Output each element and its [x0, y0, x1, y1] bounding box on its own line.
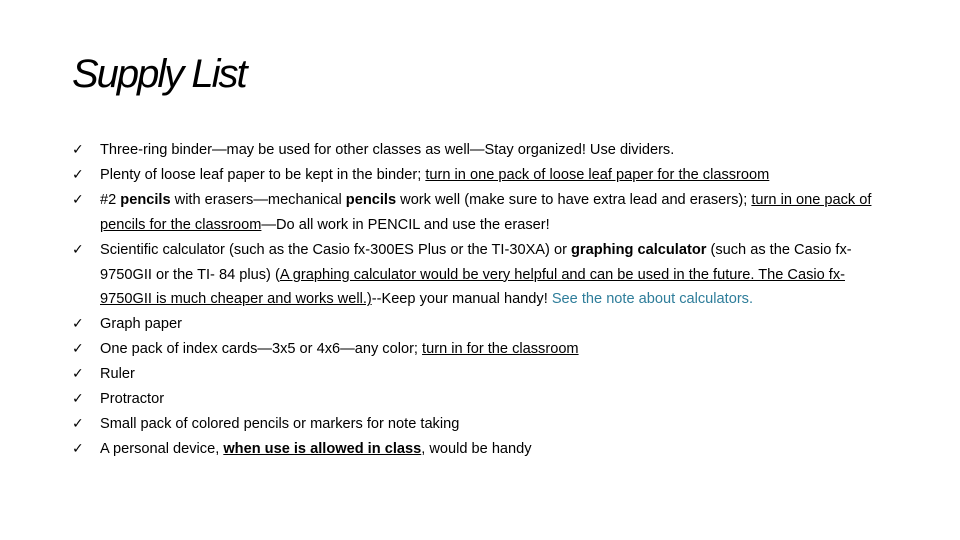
item-text: (such as the Casio fx-9750GII or the TI- 84 plus) ( [100, 241, 852, 283]
check-icon: ✓ [72, 341, 84, 358]
list-item [72, 337, 892, 362]
item-text: with erasers—mechanical [170, 191, 346, 208]
check-icon: ✓ [72, 191, 84, 208]
check-icon: ✓ [72, 316, 84, 333]
item-underlined-text: turn in one pack of loose leaf paper for the classroom [425, 166, 770, 183]
item-text: --Keep your manual handy! [371, 291, 552, 308]
list-item [72, 412, 892, 437]
item-text: , would be handy [421, 440, 532, 457]
check-icon: ✓ [72, 415, 84, 432]
list-item [72, 238, 892, 313]
list-item [72, 163, 892, 188]
item-text: —Do all work in PENCIL and use the eraser! [261, 216, 550, 233]
item-bold-text: pencils [120, 191, 171, 208]
item-text: Ruler [100, 366, 135, 383]
item-text: #2 [100, 191, 121, 208]
item-underlined-text: turn in for the classroom [422, 341, 579, 358]
list-item [72, 362, 892, 387]
list-item [72, 312, 892, 337]
check-icon: ✓ [72, 142, 84, 158]
check-icon: ✓ [72, 366, 84, 383]
item-underlined-text: turn in one pack of pencils for the classroom [100, 191, 872, 233]
item-text: Plenty of loose leaf paper to be kept in the binder; [100, 166, 426, 183]
page-title: Supply List [72, 52, 246, 96]
list-item [72, 138, 892, 163]
item-text: Graph paper [100, 316, 182, 333]
supply-list [72, 138, 892, 462]
item-text: Three-ring binder—may be used for other classes as well—Stay organized! Use dividers. [100, 142, 675, 158]
list-item [72, 387, 892, 412]
item-bold-text: graphing calculator [571, 241, 707, 258]
item-text: One pack of index cards—3x5 or 4x6—any color; [100, 341, 423, 358]
item-text: Small pack of colored pencils or markers for note taking [100, 415, 460, 432]
item-text: A personal device, [100, 440, 224, 457]
list-item [72, 437, 892, 462]
check-icon: ✓ [72, 440, 84, 457]
check-icon: ✓ [72, 166, 84, 183]
item-bold-text: pencils [345, 191, 397, 208]
check-icon: ✓ [72, 241, 84, 258]
list-item [72, 188, 892, 238]
item-text: Scientific calculator (such as the Casio fx-300ES Plus or the TI-30XA) or [100, 241, 571, 258]
item-text: work well (make sure to have extra lead and erasers); [396, 191, 752, 208]
item-text: Protractor [100, 391, 165, 408]
item-underlined-text: A graphing calculator would be very helpful and can be used in the future. The Casio fx-9750GII is much cheaper and works well.) [100, 266, 845, 308]
item-bold-underlined-text: when use is allowed in class [223, 440, 422, 457]
check-icon: ✓ [72, 391, 84, 408]
calculator-note-link[interactable]: See the note about calculators. [551, 291, 754, 308]
